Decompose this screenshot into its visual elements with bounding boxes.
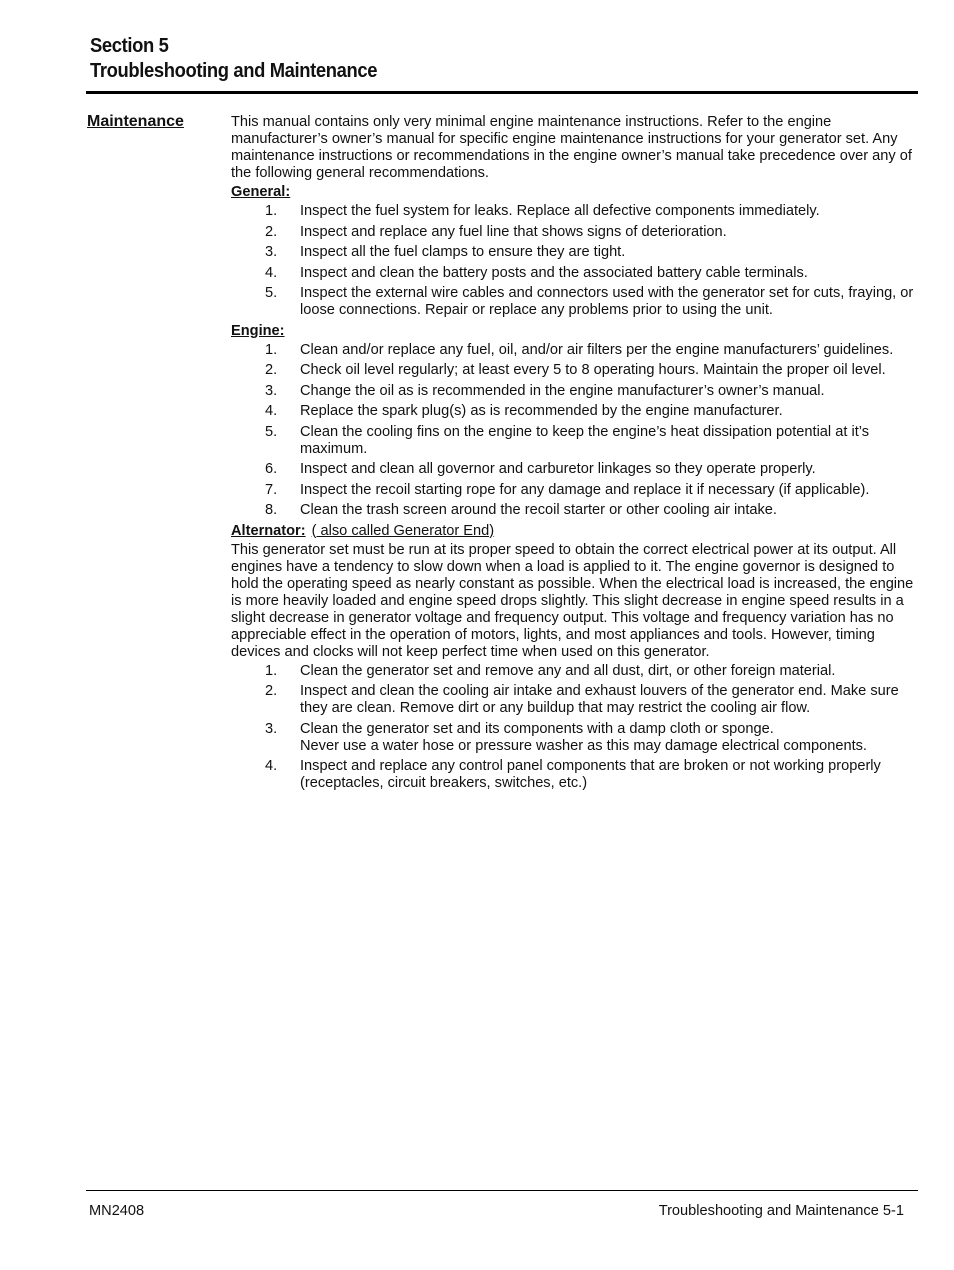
list-item xyxy=(231,758,921,792)
item-text: Replace the spark plug(s) as is recommended by the engine manufacturer. xyxy=(300,403,783,419)
item-text: Inspect and clean all governor and carburetor linkages so they operate properly. xyxy=(300,461,816,477)
side-label-maintenance: Maintenance xyxy=(87,113,184,130)
alternator-heading: Alternator: xyxy=(231,522,306,539)
alternator-heading-note: ( also called Generator End) xyxy=(311,522,495,539)
item-number: 4. xyxy=(265,758,278,774)
item-text: Change the oil as is recommended in the engine manufacturer’s owner’s manual. xyxy=(300,382,825,399)
footer-rule xyxy=(86,1190,918,1191)
item-number: 8. xyxy=(265,502,278,518)
alternator-list xyxy=(231,663,921,793)
item-text-warning: Never use a water hose or pressure washer as this may damage electrical components. xyxy=(300,737,867,754)
list-item xyxy=(231,482,921,499)
intro-paragraph: This manual contains only very minimal engine maintenance instructions. Refer to the engine manufacturer’s owner’s manual for specific engine maintenance instructions for your generator set. Any maintenance instructions or recommendations in the engine owner’s manual take precedence over any of the following general recommendations. xyxy=(231,114,912,181)
item-text: Inspect all the fuel clamps to ensure they are tight. xyxy=(300,244,626,260)
item-text: Clean the generator set and its components with a damp cloth or sponge. xyxy=(300,720,774,737)
item-text: Inspect the external wire cables and connectors used with the generator set for cuts, fraying, or loose connections. Repair or replace any problems prior to using the unit. xyxy=(300,285,914,318)
item-number: 3. xyxy=(265,244,278,260)
list-item xyxy=(231,342,921,359)
section-number: Section 5 xyxy=(90,35,169,57)
item-number: 2. xyxy=(265,223,278,240)
list-item xyxy=(231,721,921,755)
item-text: Inspect and replace any control panel components that are broken or not working properly (receptacles, circuit breakers, switches, etc.) xyxy=(300,758,881,791)
alternator-paragraph: This generator set must be run at its proper speed to obtain the correct electrical power at its output. All engines have a tendency to slow down when a load is applied to it. The engine governor is designed to hold the operating speed as nearly constant as possible. When the electrical load is increased, the engine is more heavily loaded and engine speed drops slightly. This slight decrease in engine speed results in a slight decrease in generator voltage and frequency output. This voltage and frequency variation has no appreciable effect in the operation of motors, lights, and most appliances and tools. However, timing devices and clocks will not keep perfect time when used on this generator. xyxy=(231,541,914,660)
item-number: 6. xyxy=(265,461,278,477)
list-item xyxy=(231,244,921,261)
list-item xyxy=(231,663,921,680)
item-text: Clean and/or replace any fuel, oil, and/or air filters per the engine manufacturers’ guidelines. xyxy=(300,341,894,358)
list-item xyxy=(231,383,921,400)
item-text: Inspect the fuel system for leaks. Replace all defective components immediately. xyxy=(300,203,820,219)
list-item xyxy=(231,265,921,282)
general-list xyxy=(231,203,921,319)
section-title: Troubleshooting and Maintenance xyxy=(90,60,378,82)
header-rule xyxy=(86,91,918,94)
item-number: 1. xyxy=(265,203,278,219)
item-number: 1. xyxy=(265,341,278,358)
item-number: 7. xyxy=(265,481,278,498)
general-heading: General: xyxy=(231,184,291,200)
list-item xyxy=(231,683,921,717)
item-number: 5. xyxy=(265,423,278,440)
footer-page-label: Troubleshooting and Maintenance 5-1 xyxy=(658,1203,904,1219)
list-item xyxy=(231,203,921,220)
item-number: 5. xyxy=(265,285,278,301)
item-text-block xyxy=(300,721,921,755)
item-text: Check oil level regularly; at least every 5 to 8 operating hours. Maintain the proper oil level. xyxy=(300,362,886,378)
item-text: Inspect the recoil starting rope for any damage and replace it if necessary (if applicable). xyxy=(300,481,870,498)
item-number: 1. xyxy=(265,662,278,679)
list-item xyxy=(231,224,921,241)
list-item xyxy=(231,461,921,478)
list-item xyxy=(231,424,921,458)
item-text: Clean the generator set and remove any and all dust, dirt, or other foreign material. xyxy=(300,662,836,679)
item-number: 3. xyxy=(265,720,278,737)
list-item xyxy=(231,502,921,519)
footer-document-number: MN2408 xyxy=(89,1203,145,1219)
engine-list xyxy=(231,342,921,520)
item-number: 4. xyxy=(265,403,278,419)
engine-heading: Engine: xyxy=(231,322,285,339)
list-item xyxy=(231,285,921,319)
item-text: Clean the cooling fins on the engine to keep the engine’s heat dissipation potential at it’s maximum. xyxy=(300,423,870,457)
item-text: Clean the trash screen around the recoil starter or other cooling air intake. xyxy=(300,502,777,518)
section-header xyxy=(90,34,918,84)
item-number: 3. xyxy=(265,382,278,399)
item-number: 4. xyxy=(265,264,278,281)
main-content xyxy=(231,114,921,796)
item-text: Inspect and clean the cooling air intake and exhaust louvers of the generator end. Make sure they are clean. Remove dirt or any buildup that may restrict the cooling air flow. xyxy=(300,683,899,716)
item-text: Inspect and replace any fuel line that shows signs of deterioration. xyxy=(300,223,727,240)
item-text: Inspect and clean the battery posts and the associated battery cable terminals. xyxy=(300,264,808,281)
alternator-heading-row xyxy=(231,523,921,540)
list-item xyxy=(231,362,921,379)
item-number: 2. xyxy=(265,362,278,378)
item-number: 2. xyxy=(265,683,278,699)
list-item xyxy=(231,403,921,420)
